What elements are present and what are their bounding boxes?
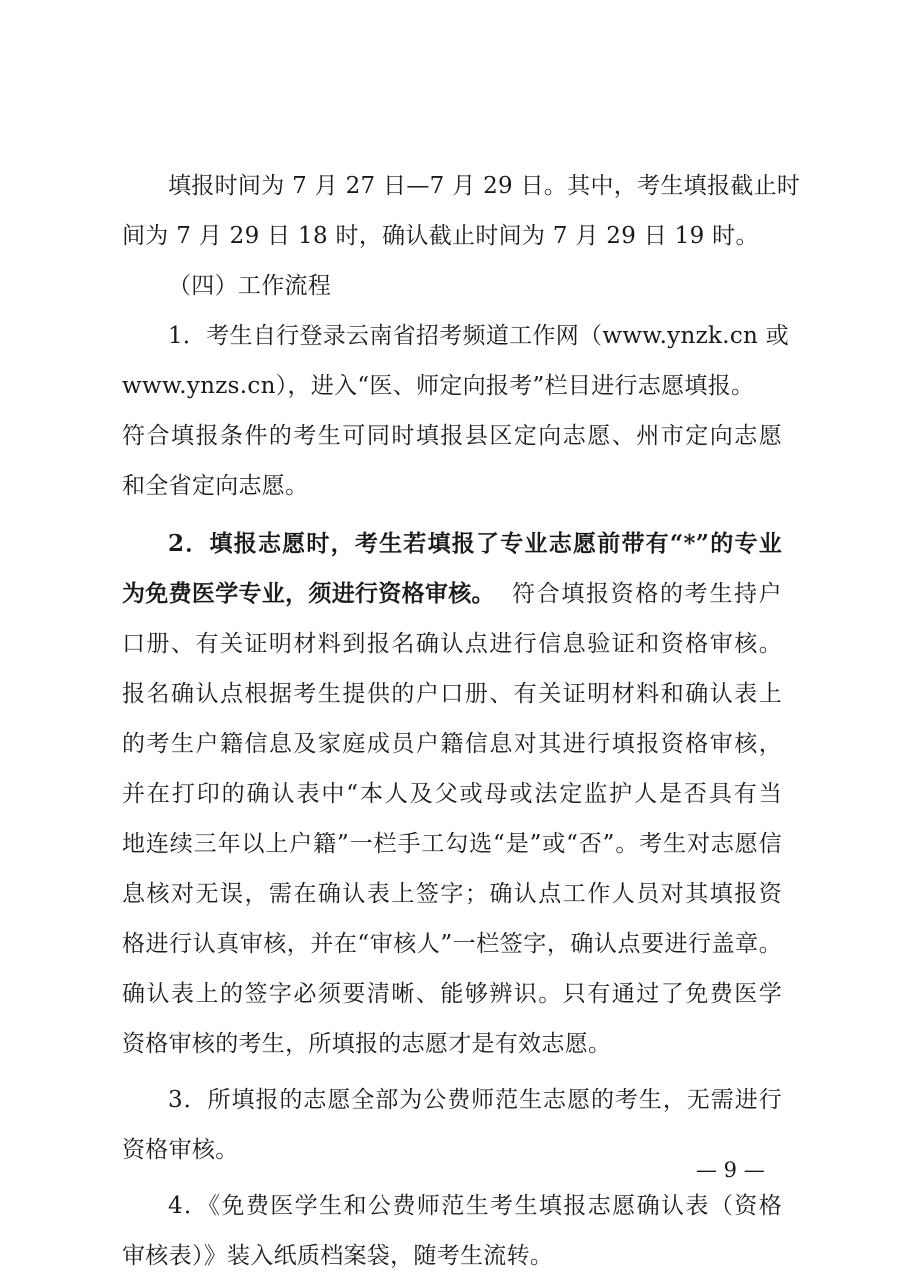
paragraph-line: 格进行认真审核，并在“审核人”一栏签字，确认点要进行盖章。 bbox=[122, 931, 782, 957]
paragraph-line: 4．《免费医学生和公费师范生考生填报志愿确认表（资格 bbox=[168, 1193, 782, 1219]
paragraph-line: 和全省定向志愿。 bbox=[122, 473, 309, 499]
paragraph-line: 并在打印的确认表中“本人及父或母或法定监护人是否具有当 bbox=[122, 781, 782, 807]
paragraph-line: 报名确认点根据考生提供的户口册、有关证明材料和确认表上 bbox=[122, 681, 782, 707]
paragraph-line: 确认表上的签字必须要清晰、能够辨识。只有通过了免费医学 bbox=[122, 981, 782, 1007]
paragraph-line: 3．所填报的志愿全部为公费师范生志愿的考生，无需进行 bbox=[168, 1087, 782, 1113]
paragraph-line: 审核表）》装入纸质档案袋，随考生流转。 bbox=[122, 1243, 554, 1269]
paragraph-line: 填报时间为 7 月 27 日—7 月 29 日。其中，考生填报截止时 bbox=[168, 173, 801, 199]
paragraph-line: 符合填报条件的考生可同时填报县区定向志愿、州市定向志愿 bbox=[122, 423, 782, 449]
page-number: — 9 — bbox=[696, 1158, 765, 1182]
paragraph-line: 1．考生自行登录云南省招考频道工作网（www.ynzk.cn 或 bbox=[168, 323, 790, 349]
paragraph-line: 间为 7 月 29 日 18 时，确认截止时间为 7 月 29 日 19 时。 bbox=[122, 223, 759, 249]
paragraph-line: 符合填报资格的考生持户 bbox=[512, 581, 782, 607]
paragraph-line: www.ynzs.cn），进入“医、师定向报考”栏目进行志愿填报。 bbox=[122, 373, 755, 399]
paragraph-line: 口册、有关证明材料到报名确认点进行信息验证和资格审核。 bbox=[122, 631, 782, 657]
paragraph-line: 地连续三年以上户籍”一栏手工勾选“是”或“否”。考生对志愿信 bbox=[122, 831, 782, 857]
bold-paragraph-line: 2．填报志愿时，考生若填报了专业志愿前带有“*”的专业 bbox=[168, 530, 782, 557]
bold-paragraph-line: 为免费医学专业，须进行资格审核。 bbox=[122, 580, 495, 607]
paragraph-line: 资格审核。 bbox=[122, 1137, 239, 1163]
paragraph-line: 资格审核的考生，所填报的志愿才是有效志愿。 bbox=[122, 1031, 612, 1057]
paragraph-line: 的考生户籍信息及家庭成员户籍信息对其进行填报资格审核， bbox=[122, 731, 782, 757]
paragraph-line: 息核对无误，需在确认表上签字；确认点工作人员对其填报资 bbox=[122, 881, 782, 907]
section-heading: （四）工作流程 bbox=[168, 273, 332, 299]
